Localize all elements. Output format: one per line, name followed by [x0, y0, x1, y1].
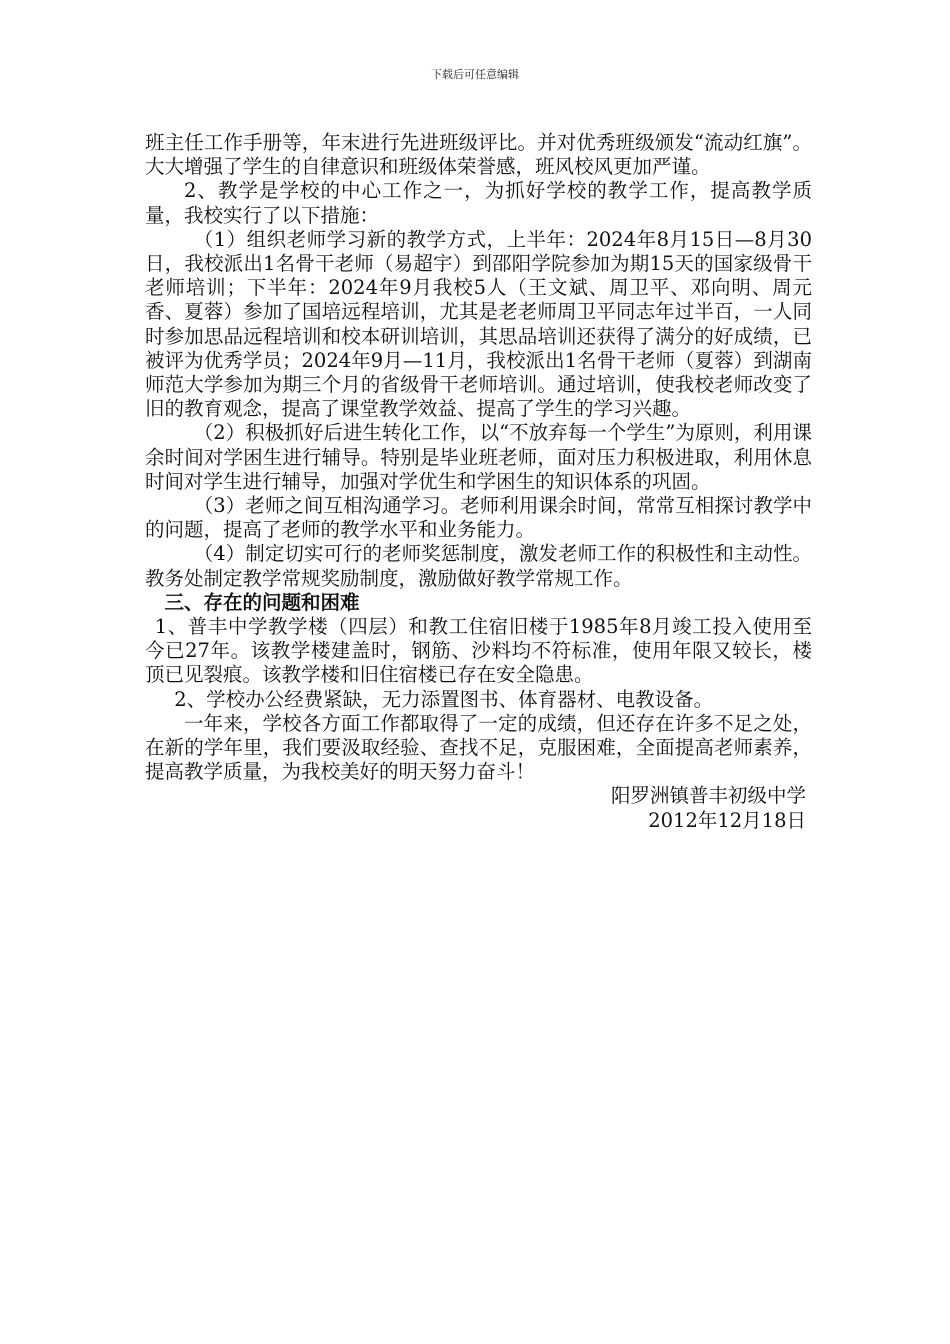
document-body — [145, 131, 812, 833]
paragraph-building-safety: 1、普丰中学教学楼（四层）和教工住宿旧楼于1985年8月竣工投入使用至今已27年。该教学楼建盖时，钢筋、沙料均不符标准，使用年限又较长，楼顶已见裂痕。该教学楼和旧住宿楼已存在安全隐患。 — [145, 615, 812, 687]
paragraph-teaching-intro: 2、教学是学校的中心工作之一，为抓好学校的教学工作，提高教学质量，我校实行了以下措施： — [145, 179, 812, 227]
paragraph-teacher-communication: （3）老师之间互相沟通学习。老师利用课余时间，常常互相探讨教学中的问题，提高了老师的教学水平和业务能力。 — [145, 494, 812, 542]
signature-date: 2012年12月18日 — [648, 808, 806, 832]
paragraph-class-management: 班主任工作手册等，年末进行先进班级评比。并对优秀班级颁发“流动红旗”。大大增强了学生的自律意识和班级体荣誉感，班风校风更加严谨。 — [145, 131, 812, 179]
paragraph-funding: 2、学校办公经费紧缺，无力添置图书、体育器材、电教设备。 — [174, 687, 714, 711]
paragraph-reward-system: （4）制定切实可行的老师奖惩制度，激发老师工作的积极性和主动性。教务处制定教学常规奖励制度，激励做好教学常规工作。 — [145, 542, 812, 590]
signature-organization: 阳罗洲镇普丰初级中学 — [610, 784, 806, 808]
page-header: 下载后可任意编辑 — [431, 68, 519, 81]
section-heading-problems: 三、存在的问题和困难 — [164, 590, 360, 614]
paragraph-teacher-training: （1）组织老师学习新的教学方式，上半年：2024年8月15日—8月30日，我校派出1名骨干老师（易超宇）到邵阳学院参加为期15天的国家级骨干老师培训；下半年：2024年9月我校5人（王文斌、周卫平、邓向明、周元香、夏蓉）参加了国培远程培训，尤其是老老师周卫平同志年过半百，一人同时参加思品远程培训和校本研训培训，其思品培训还获得了满分的好成绩，已被评为优秀学员；2024年9月—11月，我校派出1名骨干老师（夏蓉）到湖南师范大学参加为期三个月的省级骨干老师培训。通过培训，使我校老师改变了旧的教育观念，提高了课堂教学效益、提高了学生的学习兴趣。 — [145, 227, 812, 421]
paragraph-conclusion: 一年来，学校各方面工作都取得了一定的成绩，但还存在许多不足之处，在新的学年里，我们要汲取经验、查找不足，克服困难，全面提高老师素养，提高教学质量，为我校美好的明天努力奋斗！ — [145, 711, 812, 784]
paragraph-student-tutoring: （2）积极抓好后进生转化工作，以“不放弃每一个学生”为原则，利用课余时间对学困生进行辅导。特别是毕业班老师，面对压力积极进取，利用休息时间对学生进行辅导，加强对学优生和学困生的知识体系的巩固。 — [145, 421, 812, 493]
